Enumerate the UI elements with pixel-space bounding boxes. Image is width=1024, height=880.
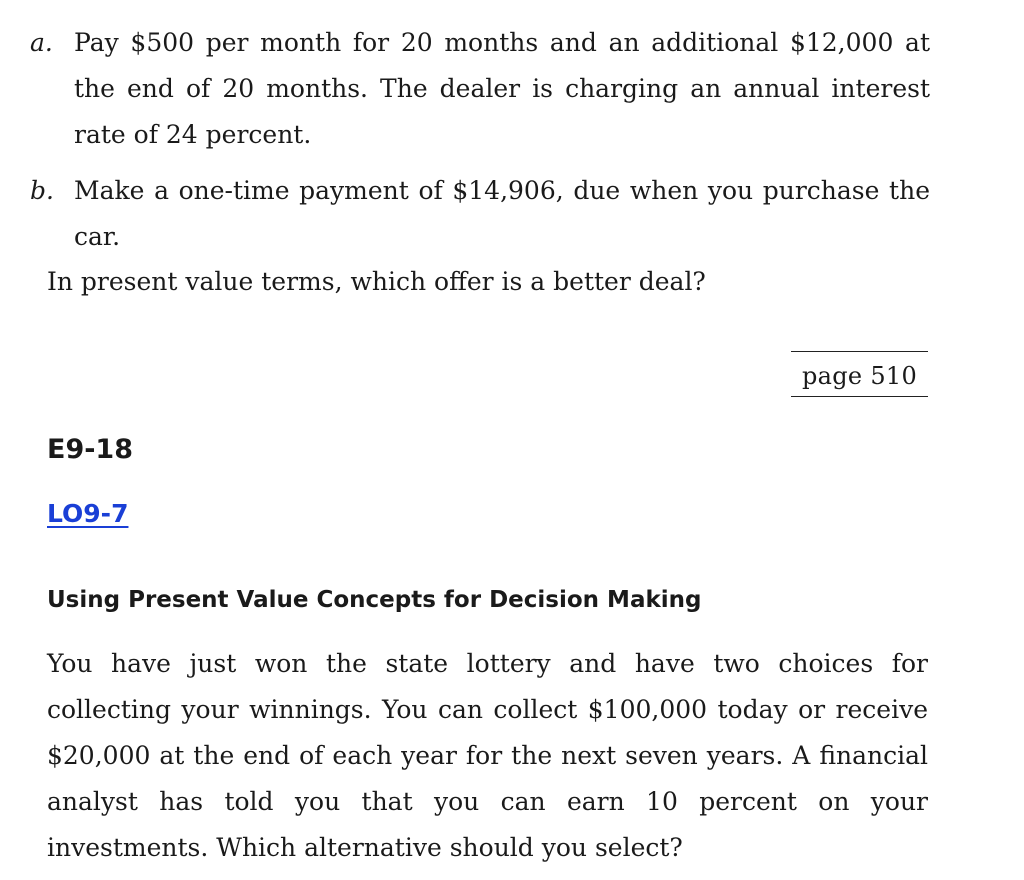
exercise-heading: Using Present Value Concepts for Decision Making [47,587,702,613]
list-item-a-text: Pay $500 per month for 20 months and an additional $12,000 at the end of 20 months. The dealer is charging an annual interest rate of 24 percent. [74,28,930,149]
page-number-marker: page 510 [791,351,928,397]
exercise-body-paragraph: You have just won the state lottery and have two choices for collecting your winnings. You can collect $100,000 today or receive $20,000 at the end of each year for the next seven years. A financial analyst has told you that you can earn 10 percent on your investments. Which alternative should you select? [47,649,928,862]
exercise-id: E9-18 [47,434,134,465]
learning-objective-link[interactable]: LO9-7 [47,499,129,528]
list-item-a [30,20,930,158]
list-marker-a: a. [30,28,53,57]
list-item-b-text: Make a one-time payment of $14,906, due when you purchase the car. [74,176,930,251]
list-item-b [30,168,930,260]
question-text: In present value terms, which offer is a better deal? [47,267,706,296]
list-marker-b: b. [30,176,54,205]
